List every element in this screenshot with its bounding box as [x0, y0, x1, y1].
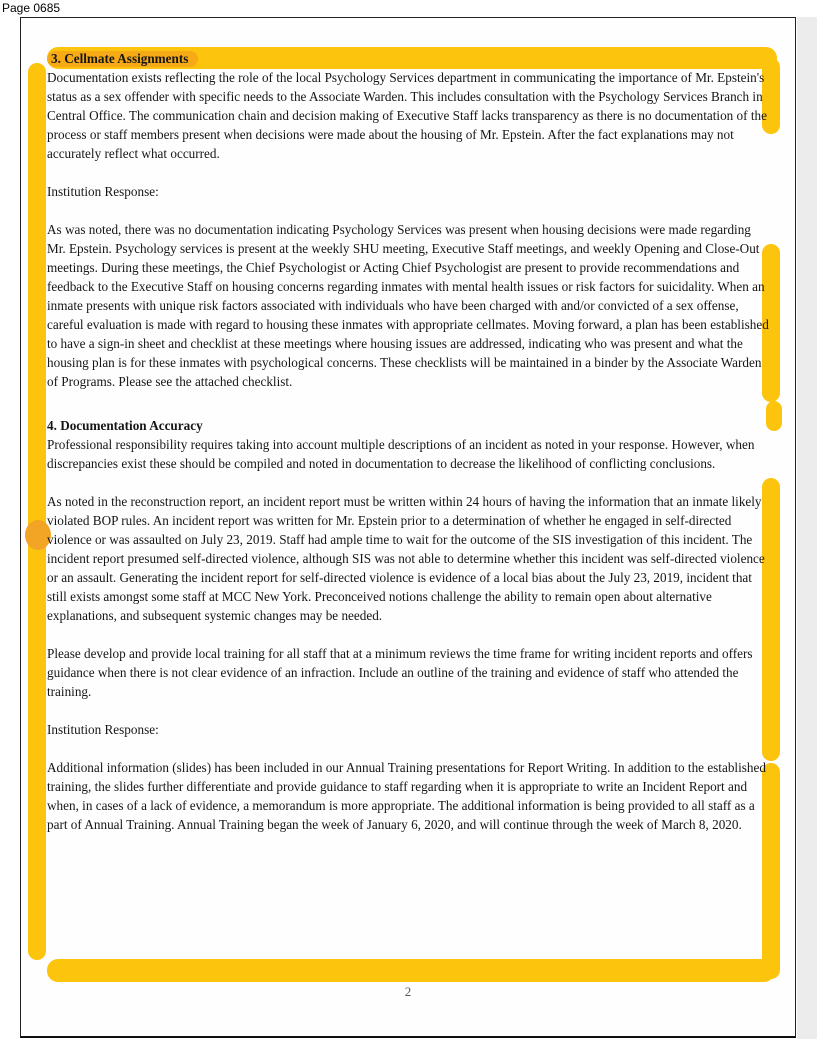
scan-gutter — [797, 17, 817, 1039]
page-label: Page 0685 — [2, 1, 61, 15]
highlighted-heading-text: 3. Cellmate Assignments — [47, 51, 198, 67]
paragraph-response-cellmate: As was noted, there was no documentation indicating Psychology Services was present when housing decisions were made regarding Mr. Epstein. Psychology services is present at the weekly SHU meeting, Executive Staff meetings, and weekly Opening and Close-Out meetings. During these meetings, the Chief Psychologist or Acting Chief Psychologist are present to provide recommendations and feedback to the Executive Staff on housing concerns regarding inmates with mental health issues or risk factors for suicidality. When an inmate presents with unique risk factors associated with individuals who have been charged with and/or convicted of a sex offense, careful evaluation is made with regard to housing these inmates with appropriate cellmates. Moving forward, a plan has been established to have a sign-in sheet and checklist at these meetings where housing issues are addressed, indicating who was present and what the housing plan is for these inmates with psychological concerns. These checklists will be maintained in a binder by the Associate Warden of Programs. Please see the attached checklist. — [47, 222, 769, 389]
paragraph-response-training: Additional information (slides) has been included in our Annual Training presentations for Report Writing. In addition to the established training, the slides further differentiate and provide guidance to staff regarding when it is appropriate to write an Incident Report and when, in cases of a lack of evidence, a memorandum is more appropriate. The additional information is being provided to all staff as a part of Annual Training. Annual Training began the week of January 6, 2020, and will continue through the week of March 8, 2020. — [47, 760, 766, 832]
heading-text: 4. Documentation Accuracy — [47, 418, 203, 433]
section-heading-cellmate-assignments — [47, 49, 771, 68]
highlighter-bar-bottom — [47, 959, 775, 982]
paragraph-training-request: Please develop and provide local training for all staff that at a minimum reviews the time frame for writing incident reports and offers guidance when there is not clear evidence of an infraction. Include an outline of the training and evidence of staff who attended the training. — [47, 646, 753, 699]
paragraph-reconstruction-report: As noted in the reconstruction report, an incident report must be written within 24 hours of having the information that an inmate likely violated BOP rules. An incident report was written for Mr. Epstein prior to a determination of whether he engaged in self-directed violence or was assaulted on July 23, 2019. Staff had ample time to wait for the outcome of the SIS investigation of this incident. The incident report presumed self-directed violence, although SIS was not able to determine whether this incident was self-directed violence or an assault. Generating the incident report for self-directed violence is evidence of a local bias about the July 23, 2019, incident that still exists amongst some staff at MCC New York. Preconceived notions challenge the ability to remain open about alternative explanations, and subsequent systemic changes may be needed. — [47, 494, 765, 623]
document-page — [20, 17, 796, 1038]
section-heading-documentation-accuracy — [47, 416, 771, 435]
paragraph-finding-documentation: Professional responsibility requires taking into account multiple descriptions of an incident as noted in your response. However, when discrepancies exist these should be compiled and noted in documentation to decrease the likelihood of conflicting conclusions. — [47, 437, 755, 471]
paragraph-finding-cellmate: Documentation exists reflecting the role of the local Psychology Services department in communicating the importance of Mr. Epstein's status as a sex offender with specific needs to the Associate Warden. This includes consultation with the Psychology Services Branch in Central Office. The communication chain and decision making of Executive Staff lacks transparency as there is no documentation of the process or staff members present when decisions were made about the housing of Mr. Epstein. After the fact explanations may not accurately reflect what occurred. — [47, 70, 767, 161]
page-number: 2 — [404, 984, 412, 999]
document-content — [47, 49, 771, 853]
highlighter-bar-left — [28, 63, 46, 960]
label-institution-response-1: Institution Response: — [47, 184, 159, 199]
label-institution-response-2: Institution Response: — [47, 722, 159, 737]
